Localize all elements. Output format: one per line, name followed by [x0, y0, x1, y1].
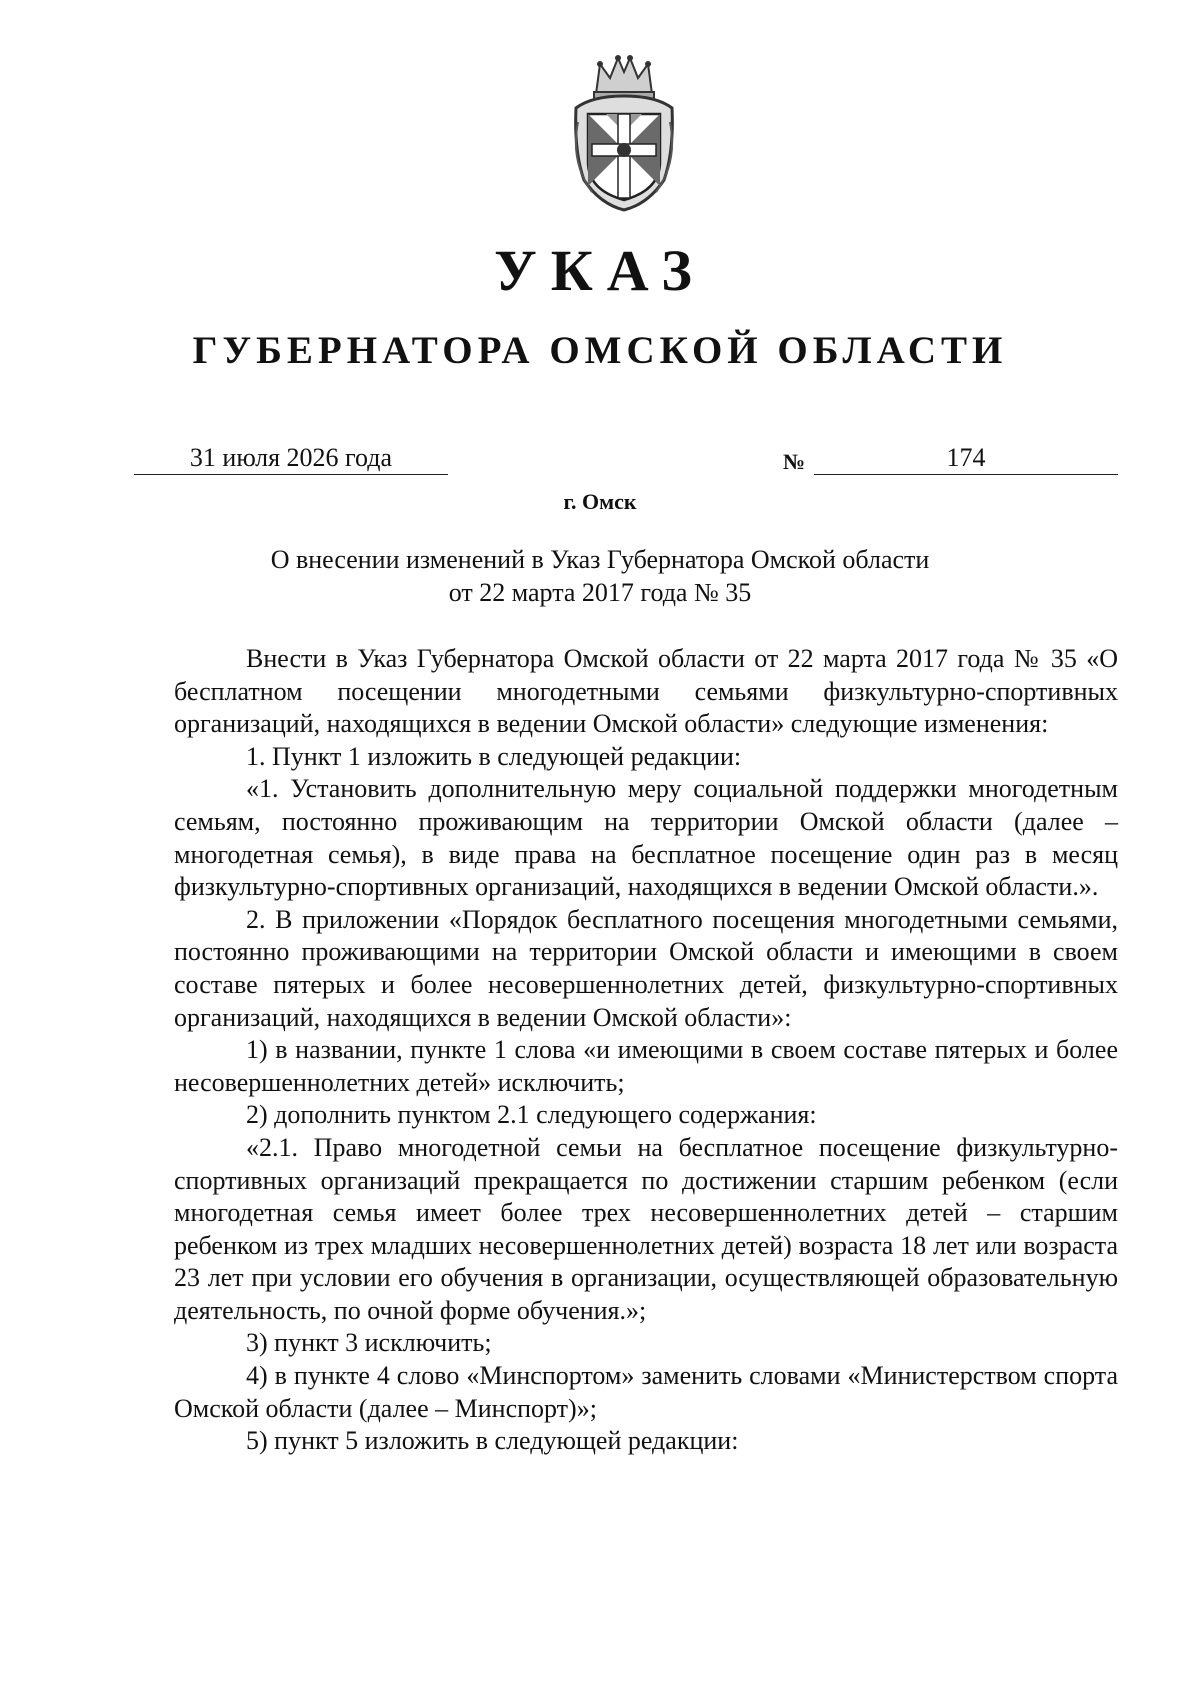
- subject-line-2: от 22 марта 2017 года № 35: [448, 578, 752, 607]
- body-paragraph: 4) в пункте 4 слово «Минспортом» заменить словами «Министерством спорта Омской области (далее – Минспорт)»;: [174, 1361, 1118, 1423]
- document-date: 31 июля 2026 года: [189, 443, 393, 472]
- document-city: г. Омск: [563, 489, 637, 514]
- body-paragraph: «1. Установить дополнительную меру социальной поддержки многодетным семьям, постоянно проживающим на территории Омской области (далее – многодетная семья), в виде права на бесплатное посещение один раз в месяц физкультурно-спортивных организаций, находящихся в ведении Омской области.».: [174, 774, 1118, 902]
- document-subject: [200, 543, 1000, 609]
- body-paragraph: 2. В приложении «Порядок бесплатного посещения многодетными семьями, постоянно проживающими на территории Омской области и имеющими в своем составе пятерых и более несовершеннолетних детей, физкультурно-спортивных организаций, находящихся в ведении Омской области»:: [174, 904, 1118, 1032]
- document-number: 174: [946, 443, 986, 472]
- number-underline: [814, 474, 1118, 475]
- date-underline: [134, 474, 448, 475]
- number-label: №: [783, 449, 806, 474]
- body-paragraph: 1) в названии, пункте 1 слова «и имеющими в своем составе пятерых и более несовершеннолетних детей» исключить;: [174, 1035, 1118, 1097]
- body-paragraph: 3) пункт 3 исключить;: [246, 1328, 492, 1358]
- body-paragraph: 2) дополнить пунктом 2.1 следующего содержания:: [246, 1100, 817, 1130]
- document-body: [174, 643, 1118, 1458]
- body-paragraph: «2.1. Право многодетной семьи на бесплатное посещение физкультурно-спортивных организаций прекращается по достижении старшим ребенком (если многодетная семья имеет более трех несовершеннолетних детей – старшим ребенком из трех младших несовершеннолетних детей) возраста 18 лет или возраста 23 лет при условии его обучения в организации, осуществляющей образовательную деятельность, по очной форме обучения.»;: [174, 1132, 1118, 1325]
- document-type-title: УКАЗ: [494, 238, 706, 303]
- body-paragraph: 1. Пункт 1 изложить в следующей редакции:: [246, 741, 742, 771]
- issuer-title: ГУБЕРНАТОРА ОМСКОЙ ОБЛАСТИ: [192, 329, 1008, 372]
- body-paragraph: Внести в Указ Губернатора Омской области от 22 марта 2017 года № 35 «О бесплатном посещении многодетными семьями физкультурно-спортивных организаций, находящихся в ведении Омской области» следующие изменения:: [174, 644, 1118, 739]
- omsk-coat-of-arms-icon: [566, 52, 682, 212]
- body-paragraph: 5) пункт 5 изложить в следующей редакции:: [246, 1426, 739, 1456]
- subject-line-1: О внесении изменений в Указ Губернатора Омской области: [270, 545, 930, 574]
